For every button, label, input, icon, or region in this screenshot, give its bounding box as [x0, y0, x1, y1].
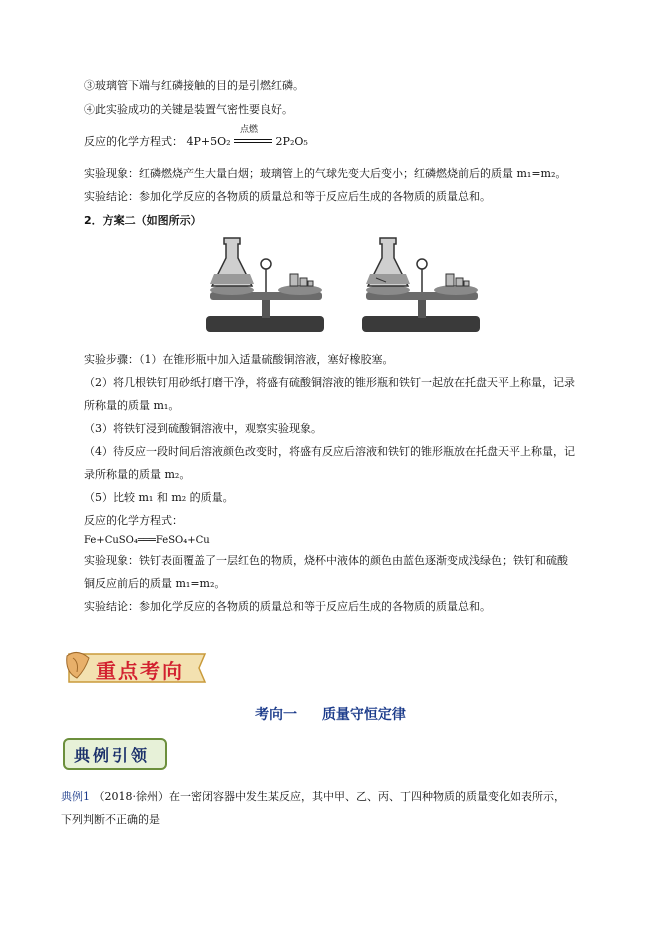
equation-arrow — [234, 125, 272, 148]
example-label: 典例1 — [61, 790, 90, 803]
equation-1 — [84, 125, 308, 150]
section-title-index: 考向一 — [255, 707, 298, 723]
phenomenon-1: 实验现象：红磷燃烧产生大量白烟；玻璃管上的气球先变大后变小；红磷燃烧前后的质量 m₁=m₂。 — [84, 167, 567, 180]
step-4b: 录所称量的质量 m₂。 — [84, 468, 191, 481]
example-line-2: 下列判断不正确的是 — [61, 813, 160, 826]
section-title — [0, 704, 661, 724]
plan-2-heading: 2．方案二（如图所示） — [84, 214, 202, 227]
step-2b: 所称量的质量 m₁。 — [84, 399, 180, 412]
balance-illustration-left — [200, 234, 332, 338]
conclusion-2: 实验结论：参加化学反应的各物质的质量总和等于反应后生成的各物质的质量总和。 — [84, 600, 491, 613]
equation-label: 反应的化学方程式： — [84, 135, 183, 148]
step-1: 实验步骤：（1）在锥形瓶中加入适量硫酸铜溶液，塞好橡胶塞。 — [84, 353, 394, 366]
step-3: （3）将铁钉浸到硫酸铜溶液中，观察实验现象。 — [84, 422, 322, 435]
section-title-topic: 质量守恒定律 — [321, 707, 406, 723]
example-badge-text: 典例引领 — [74, 746, 151, 765]
line-1: ③玻璃管下端与红磷接触的目的是引燃红磷。 — [84, 79, 304, 92]
section-banner-text: 重点考向 — [96, 659, 184, 683]
step-2a: （2）将几根铁钉用砂纸打磨干净，将盛有硫酸铜溶液的锥形瓶和铁钉一起放在托盘天平上称量，记录 — [84, 376, 575, 389]
step-5: （5）比较 m₁ 和 m₂ 的质量。 — [84, 491, 234, 504]
step-4a: （4）待反应一段时间后溶液颜色改变时，将盛有反应后溶液和铁钉的锥形瓶放在托盘天平上称量，记 — [84, 445, 575, 458]
line-2: ④此实验成功的关键是装置气密性要良好。 — [84, 103, 293, 116]
equation-left: 4P+5O₂ — [186, 135, 231, 148]
equation-2: Fe+CuSO₄═══FeSO₄+Cu — [84, 535, 210, 546]
example-line-1 — [61, 789, 565, 805]
example-text-a: （2018·徐州）在一密闭容器中发生某反应，其中甲、乙、丙、丁四种物质的质量变化如表所示， — [93, 790, 565, 803]
conclusion-1: 实验结论：参加化学反应的各物质的质量总和等于反应后生成的各物质的质量总和。 — [84, 190, 491, 203]
equation-condition: 点燃 — [240, 125, 259, 135]
phenomenon-2b: 铜反应前后的质量 m₁=m₂。 — [84, 577, 226, 590]
equation-2-label: 反应的化学方程式： — [84, 514, 183, 527]
equation-right: 2P₂O₅ — [275, 135, 308, 148]
balance-illustration-right — [356, 234, 488, 338]
phenomenon-2a: 实验现象：铁钉表面覆盖了一层红色的物质，烧杯中液体的颜色由蓝色逐渐变成浅绿色；铁钉和硫酸 — [84, 554, 568, 567]
